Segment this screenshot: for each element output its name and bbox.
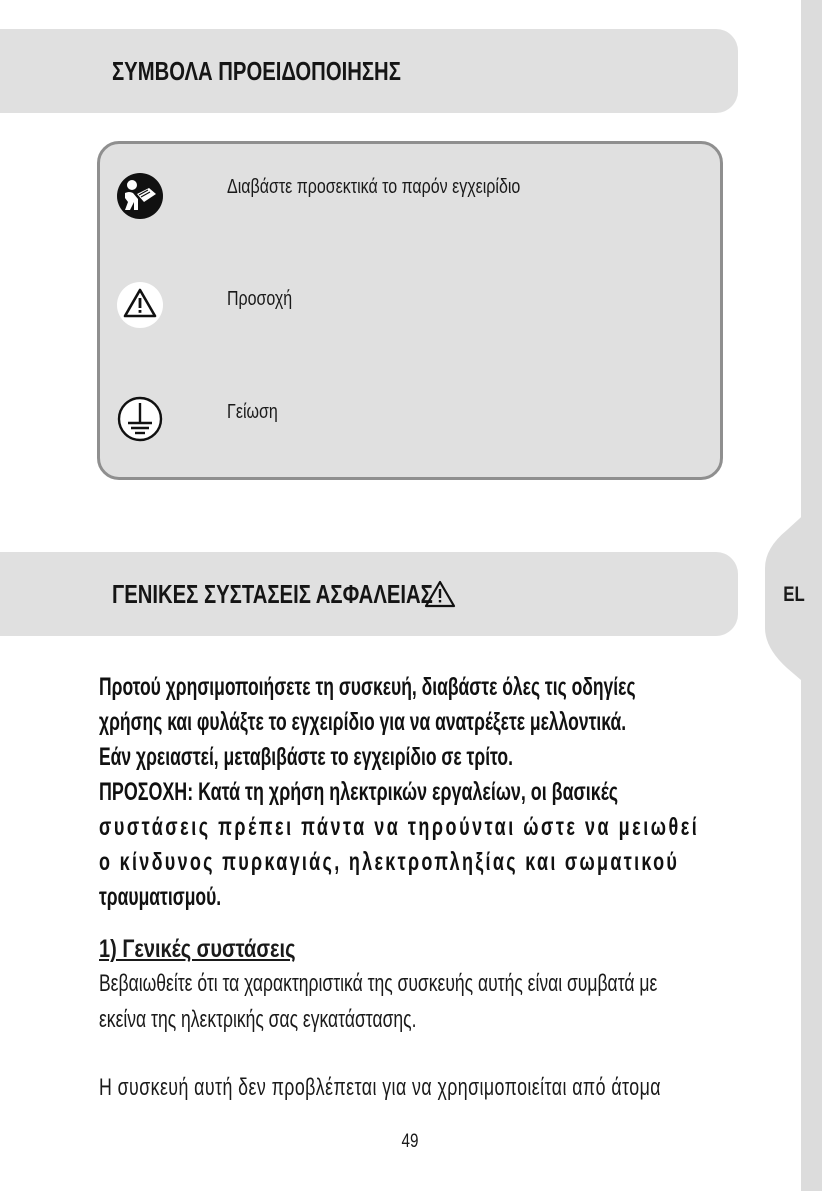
safety-intro bbox=[99, 670, 726, 915]
intro-line: Προτού χρησιμοποιήσετε τη συσκευή, διαβάστε όλες τις οδηγίες bbox=[99, 673, 636, 701]
paragraph-compatibility bbox=[99, 966, 726, 1038]
intro-line: τραυματισμού. bbox=[99, 883, 222, 911]
general-recommendations-heading: 1) Γενικές συστάσεις bbox=[99, 935, 296, 963]
safety-title: ΓΕΝΙΚΕΣ ΣΥΣΤΑΣΕΙΣ ΑΣΦΑΛΕΙΑΣ bbox=[112, 579, 433, 609]
intro-line: ο κίνδυνος πυρκαγιάς, ηλεκτροπληξίας και σωματικού bbox=[99, 848, 680, 876]
safety-header bbox=[0, 552, 738, 636]
symbol-row-warning bbox=[100, 281, 720, 341]
symbol-label-warning: Προσοχή bbox=[227, 288, 293, 310]
intro-line: συστάσεις πρέπει πάντα να τηρούνται ώστε να μειωθεί bbox=[99, 813, 700, 841]
warning-triangle-icon bbox=[116, 281, 164, 329]
intro-line: χρήσης και φυλάξτε το εγχειρίδιο για να ανατρέξετε μελλοντικά. bbox=[99, 708, 627, 736]
warning-triangle-icon bbox=[424, 580, 456, 608]
symbol-label-earth: Γείωση bbox=[227, 401, 278, 423]
read-manual-icon bbox=[116, 172, 164, 220]
paragraph-intended-use bbox=[99, 1070, 726, 1106]
intro-line: ΠΡΟΣΟΧΗ: Κατά τη χρήση ηλεκτρικών εργαλείων, οι βασικές bbox=[99, 778, 619, 806]
language-tab-label[interactable]: EL bbox=[783, 583, 805, 606]
warning-symbols-box bbox=[97, 141, 723, 480]
paragraph-line: εκείνα της ηλεκτρικής σας εγκατάστασης. bbox=[99, 1006, 417, 1033]
symbol-label-read-manual: Διαβάστε προσεκτικά το παρόν εγχειρίδιο bbox=[227, 176, 521, 198]
symbol-row-earth bbox=[100, 395, 720, 455]
earth-ground-icon bbox=[116, 395, 164, 443]
intro-line: Εάν χρειαστεί, μεταβιβάστε το εγχειρίδιο σε τρίτο. bbox=[99, 743, 513, 771]
warning-symbols-header bbox=[0, 29, 738, 113]
paragraph-line: Η συσκευή αυτή δεν προβλέπεται για να χρησιμοποιείται από άτομα bbox=[99, 1074, 661, 1101]
page-number: 49 bbox=[401, 1131, 419, 1152]
warning-symbols-title: ΣΥΜΒΟΛΑ ΠΡΟΕΙΔΟΠΟΙΗΣΗΣ bbox=[112, 56, 401, 86]
paragraph-line: Βεβαιωθείτε ότι τα χαρακτηριστικά της συσκευής αυτής είναι συμβατά με bbox=[99, 970, 658, 997]
symbol-row-read-manual bbox=[100, 172, 720, 232]
